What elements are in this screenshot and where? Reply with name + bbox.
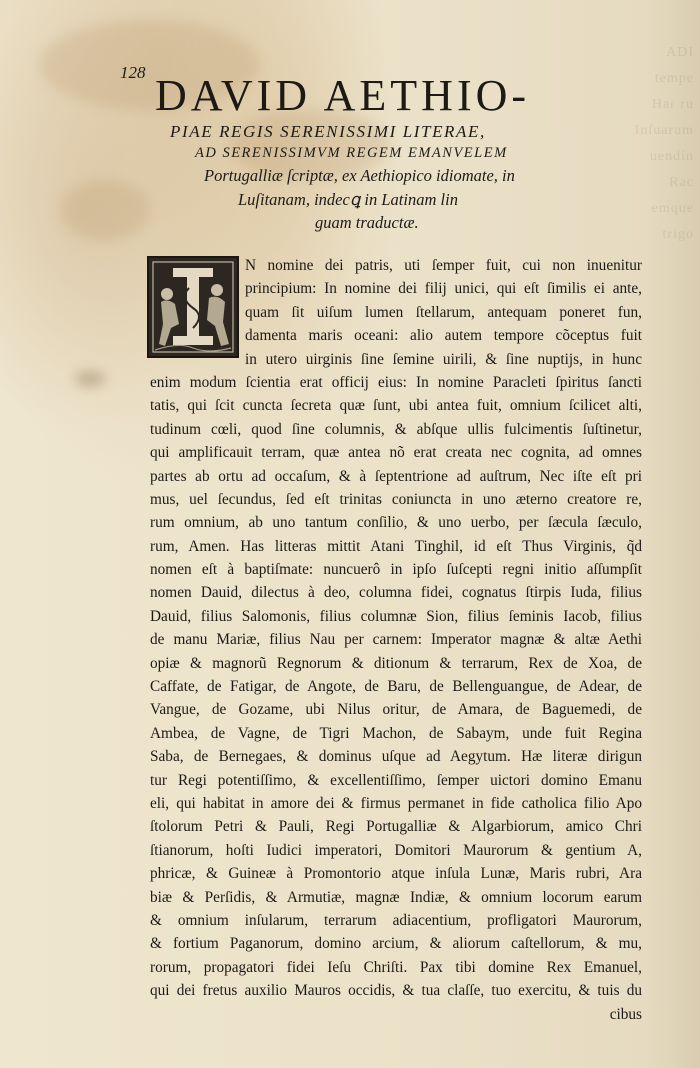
- text-line: N nomine dei patris, uti ſemper fuit, cui non inuenitur: [245, 257, 642, 274]
- subtitle-line-2: AD SERENISSIMVM REGEM EMANVELEM: [195, 145, 508, 161]
- text-line: rum, Amen. Has litteras mittit Atani Tinghil, id eſt Thus Virginis, q̃d: [150, 537, 642, 555]
- subtitle-line-4: Luſitanam, indecꝗ in Latinam lin: [238, 190, 458, 209]
- text-line: ſtolorum Petri & Pauli, Regi Portugalliæ & Algarbiorum, amico Chri: [150, 818, 642, 836]
- text-line: Dauid, filius Salomonis, filius columnæ Sion, filius ſeminis Iacob, filius: [150, 607, 642, 625]
- text-line: & fortium Paganorum, domino arcium, & aliorum caſtellorum, & mu,: [150, 935, 642, 953]
- text-line: phricæ, & Guineæ à Promontorio atque inſula Lunæ, Maris rubri, Ara: [150, 865, 642, 883]
- body-text: [150, 254, 642, 1026]
- ink-spot: [75, 372, 105, 386]
- text-line: Ambea, de Vagne, de Tigri Machon, de Sabaym, unde fuit Regina: [150, 724, 642, 742]
- text-line: Vangue, de Gozame, ubi Nilus oritur, de Amara, de Baguemedi, de: [150, 701, 642, 719]
- text-line: de manu Mariæ, filius Nau per carnem: Imperator magnæ & altæ Aethi: [150, 631, 642, 649]
- subtitle-line-5: guam traductæ.: [315, 213, 419, 232]
- text-line: qui dei fretus auxilio Mauros occidis, & tua claſſe, tuo exercitu, & tuis du: [150, 982, 642, 1000]
- text-line: ſtianorum, hoſti Iudici imperatori, Domitori Maurorum & gentium A,: [150, 841, 642, 859]
- text-line: & omnium inſularum, terrarum adiacentium, profligatori Maurorum,: [150, 911, 642, 929]
- text-line: quam ſit uiſum lumen ſtellarum, antequam poneret fun,: [245, 303, 642, 321]
- text-line: nomen Dauid, dilectus à deo, columna fidei, cognatus ſtirpis Iuda, filius: [150, 584, 642, 602]
- text-line: principium: In nomine dei filij unici, qui eſt ſimilis ei ante,: [245, 280, 642, 298]
- bleed-through-text: ADI tempe Haɾ ru Inſuarum uendin Rac emque trigo: [634, 45, 694, 242]
- subtitle-line-1: PIAE REGIS SERENISSIMI LITERAE,: [170, 122, 486, 141]
- page-number: 128: [120, 63, 146, 82]
- text-line: Caffate, de Fatigar, de Angote, de Baru, de Bellenguangue, de Adear, de: [150, 678, 642, 696]
- text-line: tur Regi potentiſſimo, & excellentiſſimo, ſemper uictori domino Emanu: [150, 771, 642, 789]
- text-line: rum omnium, ab uno tantum conſilio, & uno uerbo, per ſæcula ſæculo,: [150, 514, 642, 532]
- text-line: damenta maris oceani: alio autem tempore cõceptus fuit: [245, 327, 642, 345]
- text-line: biæ & Perſidis, & Armutiæ, magnæ Indiæ, & omnium locorum earum: [150, 888, 642, 906]
- text-line: tudinum cœli, quod ſine columnis, & abſque ullis fulcimentis ſuſtinetur,: [150, 420, 642, 438]
- subtitle-line-3: Portugalliæ ſcriptæ, ex Aethiopico idiomate, in: [204, 166, 515, 185]
- text-line: partes ab ortu ad occaſum, & à ſeptentrione ad auſtrum, Nec iſte eſt pri: [150, 467, 642, 485]
- text-line: tatis, qui ſcit cuncta ſecreta quæ ſunt, ubi antea fuit, omnium ſcilicet alti,: [150, 397, 642, 415]
- text-line: Saba, de Bernegaes, & dominus uſque ad Aegytum. Hæ literæ dirigun: [150, 748, 642, 766]
- text-line: in utero uirginis ſine ſemine uirili, & ſine nuptijs, in hunc: [245, 350, 642, 368]
- text-line: nomen eſt à baptiſmate: nuncuerô in ipſo ſuſcepti regni initio aſſumpſit: [150, 561, 642, 579]
- catchword: cibus: [609, 1005, 642, 1023]
- text-line: eli, qui habitat in amore dei & firmus permanet in fide catholica filio Apo: [150, 794, 642, 812]
- text-line: rorum, propagatori fidei Ieſu Chriſti. Pax tibi domine Rex Emanuel,: [150, 958, 642, 976]
- text-line: mus, uel ſecundus, ſed eſt trinitas coniuncta in uno æterno creatore re,: [150, 490, 642, 508]
- water-stain: [60, 180, 150, 240]
- page-title: DAVID AETHIO-: [155, 71, 531, 120]
- text-line: enim modum ſcientia erat officij eius: In nomine Paracleti ſpiritus ſancti: [150, 373, 642, 391]
- text-line: qui amplificauit terram, quæ antea nõ erat creata nec cognita, ad omnes: [150, 444, 642, 462]
- text-line: opiæ & magnorũ Regnorum & ditionum & terrarum, Rex de Xoa, de: [150, 654, 642, 672]
